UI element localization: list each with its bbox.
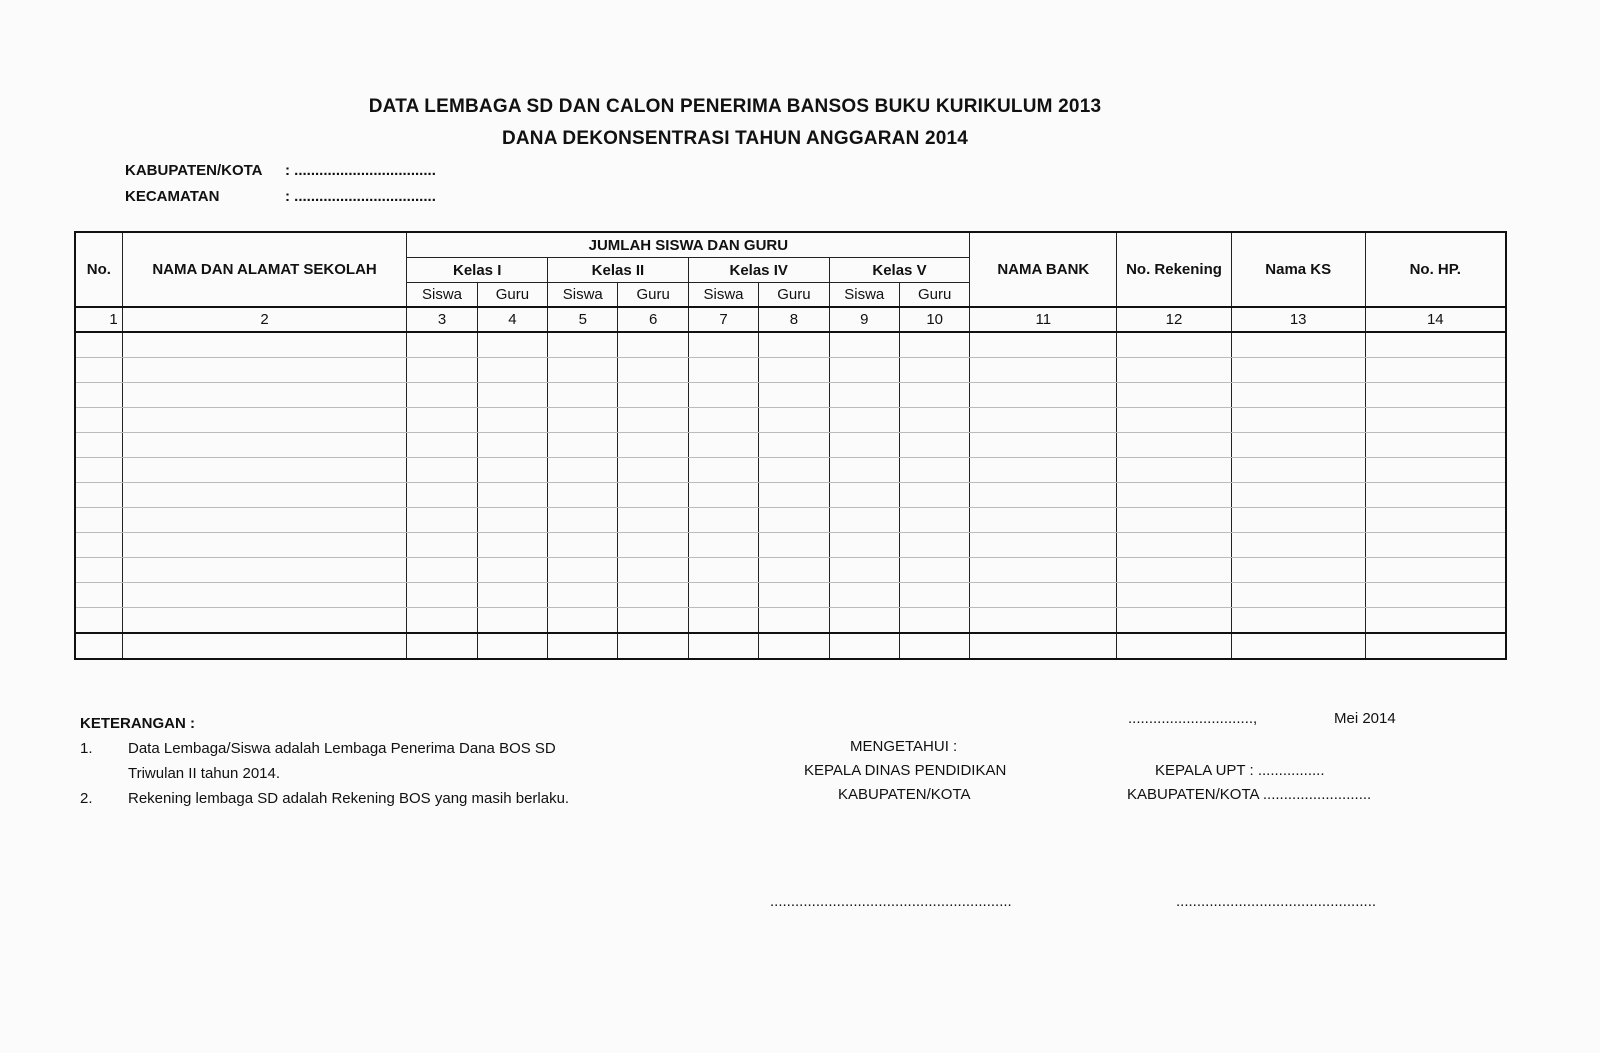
table-cell xyxy=(1231,583,1365,608)
table-cell xyxy=(548,608,618,634)
table-cell xyxy=(1231,458,1365,483)
table-cell xyxy=(1365,633,1506,659)
col-number: 4 xyxy=(477,307,547,332)
col-number: 14 xyxy=(1365,307,1506,332)
header-no-hp: No. HP. xyxy=(1365,232,1506,307)
table-cell xyxy=(899,483,969,508)
table-cell xyxy=(899,608,969,634)
header-guru: Guru xyxy=(618,283,688,308)
table-cell xyxy=(548,483,618,508)
table-cell xyxy=(688,608,758,634)
mengetahui-label: MENGETAHUI : xyxy=(850,738,958,755)
table-cell xyxy=(1365,533,1506,558)
header-kelas: Kelas V xyxy=(829,258,970,283)
header-kelas: Kelas I xyxy=(407,258,548,283)
col-number: 1 xyxy=(75,307,122,332)
table-cell xyxy=(1117,508,1232,533)
header-nama-ks: Nama KS xyxy=(1231,232,1365,307)
table-cell xyxy=(1117,332,1232,358)
table-cell xyxy=(122,408,407,433)
table-cell xyxy=(618,458,688,483)
table-cell xyxy=(899,433,969,458)
table-cell xyxy=(618,583,688,608)
table-cell xyxy=(477,533,547,558)
table-cell xyxy=(407,332,477,358)
table-cell xyxy=(688,583,758,608)
table-cell xyxy=(75,633,122,659)
header-kelas: Kelas II xyxy=(548,258,689,283)
table-row xyxy=(75,633,1506,659)
table-cell xyxy=(688,558,758,583)
table-row xyxy=(75,433,1506,458)
table-cell xyxy=(829,408,899,433)
table-cell xyxy=(1231,433,1365,458)
table-cell xyxy=(75,408,122,433)
table-row xyxy=(75,332,1506,358)
table-cell xyxy=(618,608,688,634)
table-row xyxy=(75,508,1506,533)
col-number: 2 xyxy=(122,307,407,332)
table-cell xyxy=(618,358,688,383)
table-cell xyxy=(970,458,1117,483)
table-cell xyxy=(829,383,899,408)
table-cell xyxy=(688,433,758,458)
table-cell xyxy=(477,558,547,583)
table-cell xyxy=(548,633,618,659)
table-cell xyxy=(122,458,407,483)
header-no: No. xyxy=(75,232,122,307)
table-cell xyxy=(407,608,477,634)
table-cell xyxy=(1365,433,1506,458)
table-cell xyxy=(477,433,547,458)
table-cell xyxy=(970,383,1117,408)
table-cell xyxy=(122,332,407,358)
note-text: Rekening lembaga SD adalah Rekening BOS yang masih berlaku. xyxy=(128,790,570,807)
table-row xyxy=(75,458,1506,483)
note-text-continuation: Triwulan II tahun 2014. xyxy=(128,765,281,782)
table-cell xyxy=(829,458,899,483)
table-cell xyxy=(1117,408,1232,433)
table-cell xyxy=(759,458,829,483)
table-cell xyxy=(1231,408,1365,433)
table-cell xyxy=(75,608,122,634)
table-cell xyxy=(970,583,1117,608)
table-row xyxy=(75,383,1506,408)
table-cell xyxy=(829,608,899,634)
table-cell xyxy=(75,583,122,608)
table-cell xyxy=(407,383,477,408)
table-cell xyxy=(829,433,899,458)
table-cell xyxy=(1117,458,1232,483)
table-cell xyxy=(970,608,1117,634)
kecamatan-label: KECAMATAN xyxy=(125,188,220,205)
table-cell xyxy=(759,433,829,458)
table-cell xyxy=(1117,558,1232,583)
col-number: 12 xyxy=(1117,307,1232,332)
col-number: 6 xyxy=(618,307,688,332)
table-cell xyxy=(1231,483,1365,508)
table-cell xyxy=(899,633,969,659)
table-cell xyxy=(759,508,829,533)
kabkota-right-label: KABUPATEN/KOTA .......................... xyxy=(1127,786,1372,803)
note-item xyxy=(80,736,556,761)
table-cell xyxy=(970,433,1117,458)
table-cell xyxy=(548,533,618,558)
table-cell xyxy=(548,583,618,608)
table-cell xyxy=(1231,508,1365,533)
table-cell xyxy=(1117,633,1232,659)
table-cell xyxy=(618,332,688,358)
table-cell xyxy=(75,332,122,358)
table-cell xyxy=(899,583,969,608)
table-cell xyxy=(1117,483,1232,508)
table-cell xyxy=(618,558,688,583)
table-cell xyxy=(548,408,618,433)
table-cell xyxy=(759,332,829,358)
table-cell xyxy=(1231,558,1365,583)
header-guru: Guru xyxy=(759,283,829,308)
table-cell xyxy=(829,633,899,659)
header-jumlah: JUMLAH SISWA DAN GURU xyxy=(407,232,970,258)
col-number: 13 xyxy=(1231,307,1365,332)
table-cell xyxy=(1365,583,1506,608)
table-cell xyxy=(75,533,122,558)
table-cell xyxy=(829,332,899,358)
table-cell xyxy=(1117,383,1232,408)
header-guru: Guru xyxy=(899,283,969,308)
table-cell xyxy=(75,433,122,458)
signature-date: Mei 2014 xyxy=(1334,710,1396,727)
header-nama-bank: NAMA BANK xyxy=(970,232,1117,307)
table-cell xyxy=(759,608,829,634)
table-cell xyxy=(477,608,547,634)
table-cell xyxy=(1365,458,1506,483)
kabupaten-label: KABUPATEN/KOTA xyxy=(125,162,263,179)
table-cell xyxy=(407,558,477,583)
table-cell xyxy=(1117,583,1232,608)
table-cell xyxy=(759,633,829,659)
table-cell xyxy=(688,383,758,408)
table-cell xyxy=(829,533,899,558)
table-cell xyxy=(122,508,407,533)
table-cell xyxy=(829,583,899,608)
table-cell xyxy=(407,458,477,483)
table-cell xyxy=(1117,433,1232,458)
header-siswa: Siswa xyxy=(829,283,899,308)
table-cell xyxy=(618,383,688,408)
table-cell xyxy=(1117,358,1232,383)
table-cell xyxy=(1231,633,1365,659)
table-cell xyxy=(1365,383,1506,408)
table-cell xyxy=(618,483,688,508)
col-number: 11 xyxy=(970,307,1117,332)
table-cell xyxy=(477,332,547,358)
table-cell xyxy=(759,383,829,408)
header-nama-alamat: NAMA DAN ALAMAT SEKOLAH xyxy=(122,232,407,307)
table-cell xyxy=(759,558,829,583)
table-cell xyxy=(548,332,618,358)
table-cell xyxy=(829,483,899,508)
keterangan-title: KETERANGAN : xyxy=(80,715,195,732)
table-cell xyxy=(548,508,618,533)
header-siswa: Siswa xyxy=(548,283,618,308)
kepala-upt-label: KEPALA UPT : ................ xyxy=(1155,762,1325,779)
table-cell xyxy=(1231,533,1365,558)
kepala-dinas-label: KEPALA DINAS PENDIDIKAN xyxy=(804,762,1007,779)
col-number: 10 xyxy=(899,307,969,332)
table-cell xyxy=(1365,408,1506,433)
table-cell xyxy=(759,483,829,508)
table-cell xyxy=(899,358,969,383)
table-cell xyxy=(970,483,1117,508)
table-cell xyxy=(899,383,969,408)
kabupaten-value: : .................................. xyxy=(285,162,436,179)
table-cell xyxy=(688,408,758,433)
table-cell xyxy=(407,433,477,458)
table-cell xyxy=(477,383,547,408)
table-cell xyxy=(122,633,407,659)
table-cell xyxy=(759,408,829,433)
table-cell xyxy=(688,483,758,508)
col-number: 7 xyxy=(688,307,758,332)
table-cell xyxy=(407,633,477,659)
form-title-line2: DANA DEKONSENTRASI TAHUN ANGGARAN 2014 xyxy=(501,128,969,149)
table-cell xyxy=(477,358,547,383)
table-cell xyxy=(1231,332,1365,358)
table-cell xyxy=(970,533,1117,558)
table-cell xyxy=(688,633,758,659)
table-cell xyxy=(899,408,969,433)
table-row xyxy=(75,483,1506,508)
table-cell xyxy=(899,508,969,533)
table-cell xyxy=(477,483,547,508)
table-cell xyxy=(829,358,899,383)
table-cell xyxy=(407,533,477,558)
table-row xyxy=(75,558,1506,583)
table-cell xyxy=(618,408,688,433)
table-cell xyxy=(759,358,829,383)
note-number: 2. xyxy=(80,790,93,807)
table-cell xyxy=(1365,558,1506,583)
table-cell xyxy=(1365,508,1506,533)
table-cell xyxy=(75,483,122,508)
table-cell xyxy=(829,508,899,533)
table-cell xyxy=(548,433,618,458)
table-cell xyxy=(407,583,477,608)
form-title-line1: DATA LEMBAGA SD DAN CALON PENERIMA BANSOS BUKU KURIKULUM 2013 xyxy=(368,96,1102,117)
signature-line-left: .......................................................... xyxy=(770,893,1012,910)
table-cell xyxy=(548,358,618,383)
table-cell xyxy=(548,458,618,483)
table-cell xyxy=(122,608,407,634)
table-cell xyxy=(1231,383,1365,408)
table-cell xyxy=(1365,332,1506,358)
table-cell xyxy=(477,408,547,433)
table-cell xyxy=(618,433,688,458)
table-cell xyxy=(688,458,758,483)
table-cell xyxy=(759,533,829,558)
table-cell xyxy=(75,508,122,533)
table-row xyxy=(75,608,1506,634)
table-cell xyxy=(970,508,1117,533)
table-cell xyxy=(688,508,758,533)
table-cell xyxy=(477,508,547,533)
header-siswa: Siswa xyxy=(688,283,758,308)
table-cell xyxy=(122,383,407,408)
table-cell xyxy=(1117,533,1232,558)
table-cell xyxy=(407,358,477,383)
kabupaten-field xyxy=(125,162,436,179)
table-cell xyxy=(477,633,547,659)
table-cell xyxy=(899,458,969,483)
header-no-rekening: No. Rekening xyxy=(1117,232,1232,307)
table-cell xyxy=(122,583,407,608)
table-cell xyxy=(122,483,407,508)
signature-place: .............................., xyxy=(1128,710,1258,727)
col-number: 5 xyxy=(548,307,618,332)
table-cell xyxy=(548,383,618,408)
note-number: 1. xyxy=(80,740,93,757)
note-text: Data Lembaga/Siswa adalah Lembaga Penerima Dana BOS SD xyxy=(128,740,556,757)
table-cell xyxy=(75,358,122,383)
note-item xyxy=(80,786,569,811)
table-cell xyxy=(688,358,758,383)
table-cell xyxy=(477,458,547,483)
table-cell xyxy=(122,533,407,558)
table-cell xyxy=(899,558,969,583)
table-cell xyxy=(1231,608,1365,634)
col-number: 8 xyxy=(759,307,829,332)
table-cell xyxy=(122,358,407,383)
header-guru: Guru xyxy=(477,283,547,308)
table-cell xyxy=(407,483,477,508)
table-cell xyxy=(618,508,688,533)
table-row xyxy=(75,358,1506,383)
col-number: 9 xyxy=(829,307,899,332)
table-cell xyxy=(970,633,1117,659)
table-cell xyxy=(970,558,1117,583)
table-cell xyxy=(618,533,688,558)
table-cell xyxy=(899,533,969,558)
table-cell xyxy=(1231,358,1365,383)
table-cell xyxy=(970,358,1117,383)
table-cell xyxy=(75,458,122,483)
table-cell xyxy=(407,408,477,433)
table-cell xyxy=(75,383,122,408)
kecamatan-value: : .................................. xyxy=(285,188,436,205)
header-kelas: Kelas IV xyxy=(688,258,829,283)
table-cell xyxy=(122,433,407,458)
table-row xyxy=(75,408,1506,433)
table-cell xyxy=(759,583,829,608)
signature-line-right: ................................................ xyxy=(1176,893,1377,910)
kecamatan-field xyxy=(125,188,436,205)
table-cell xyxy=(618,633,688,659)
table-cell xyxy=(122,558,407,583)
col-number: 3 xyxy=(407,307,477,332)
table-cell xyxy=(829,558,899,583)
header-siswa: Siswa xyxy=(407,283,477,308)
table-cell xyxy=(1365,483,1506,508)
kabkota-left-label: KABUPATEN/KOTA xyxy=(838,786,971,803)
table-cell xyxy=(970,408,1117,433)
data-table xyxy=(74,231,1507,660)
table-cell xyxy=(548,558,618,583)
table-row xyxy=(75,583,1506,608)
table-cell xyxy=(75,558,122,583)
table-cell xyxy=(477,583,547,608)
table-cell xyxy=(970,332,1117,358)
table-cell xyxy=(1117,608,1232,634)
table-cell xyxy=(688,332,758,358)
table-cell xyxy=(1365,358,1506,383)
table-cell xyxy=(1365,608,1506,634)
table-cell xyxy=(899,332,969,358)
table-cell xyxy=(407,508,477,533)
table-cell xyxy=(688,533,758,558)
table-row xyxy=(75,533,1506,558)
